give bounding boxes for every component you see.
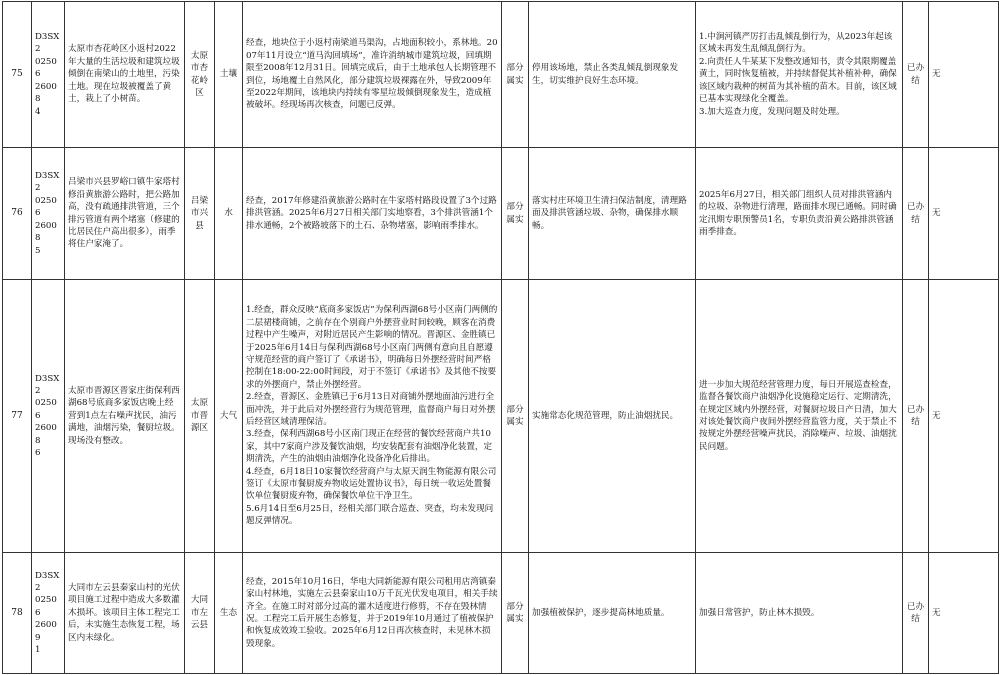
complaint-content: 太原市晋源区晋家庄街保利西湖68号底商多家饭店晚上经营到1点左右噪声扰民，油污满地，油烟污染，餐厨垃圾。现场没有整改。 [65,280,185,553]
table-row [3,148,999,280]
pollution-type: 大气 [215,280,243,553]
rectification-progress: 1.中涧河镇严厉打击乱倾乱倒行为，从2023年起该区域未再发生乱倾乱倒行为。 2.向责任人牛某某下发整改通知书，责令其限期覆盖黄土，同时恢复植被，并持续督促其补植补种，确保该区域内栽种的树苗为其补植的苗木。目前，该区域已基本实现绿化全覆盖。 3.加大巡查力度，发现问题及时处理。 [696,2,903,148]
table-row [3,553,999,674]
verification-verdict: 部分属实 [502,2,529,148]
administrative-region: 吕梁市兴县 [185,148,215,280]
table-row [3,280,999,553]
case-code: D3SX2 02506 26008 6 [32,280,65,553]
rectification-measures: 落实村庄环境卫生清扫保洁制度，清理路面及排洪管涵垃圾、杂物，确保排水顺畅。 [529,148,696,280]
case-code: D3SX2 02506 26009 1 [32,553,65,674]
completion-status: 已办结 [903,148,929,280]
rectification-progress: 加强日常管护，防止林木损毁。 [696,553,903,674]
table-row [3,2,999,148]
complaint-content: 吕梁市兴县罗峪口镇牛家塔村修沿黄旅游公路时，把公路加高，没有疏通排洪管道，三个排污管道有两个堵塞（修建的比居民住户高出很多），雨季将住户家淹了。 [65,148,185,280]
administrative-region: 太原市杏花岭区 [185,2,215,148]
row-number: 75 [3,2,32,148]
investigation-result: 经查，2017年修建沿黄旅游公路时在牛家塔村路段设置了3个过路排洪管涵。2025年6月27日相关部门实地察看，3个排洪管涵1个排水通畅，2个被路坡落下的土石、杂物堵塞，影响雨季排水。 [243,148,502,280]
investigation-result: 1.经查，群众反映“底商多家饭店”为保利西湖68号小区南门两侧的二层裙楼商铺，之前存在个别商户外摆营业时间较晚，顾客在消费过程中产生噪声，对附近居民产生影响的情况。晋源区、金胜镇已于2025年6月14日与保利西湖68号小区南门两侧有意向且自愿遵守规范经营的商户签订了《承诺书》，明确每日外摆经营时间严格控制在18:00-22:00时间段，对于不签订《承诺书》及其他不按要求的外摆商户，禁止外摆经营。 2.经查，晋源区、金胜镇已于6月13日对商铺外摆地面油污进行全面冲洗，并于此后对外摆经营行为规范管理，监督商户每日对外摆后经营区域清理保洁。 3.经查，保利西湖68号小区南门现正在经营的餐饮经营商户共10家，其中7家商户涉及餐饮油烟，均安装配套有油烟净化装置，定期清洗，产生的油烟由油烟净化设备净化后排出。 4.经查，6月18日10家餐饮经营商户与太原天润生物能源有限公司签订《太原市餐厨废弃物收运处置协议书》，每日统一收运处置餐饮单位餐厨废弃物，确保餐饮单位干净卫生。 5.6月14日至6月25日，经相关部门联合巡查、突查，均未发现问题反弹情况。 [243,280,502,553]
row-number: 77 [3,280,32,553]
pollution-type: 土壤 [215,2,243,148]
case-table [2,1,999,674]
rectification-progress: 2025年6月27日，相关部门组织人员对排洪管涵内的垃圾、杂物进行清理，路面排水现已通畅。同时确定汛期专职预警员1名，专职负责沿黄公路排洪管涵雨季排查。 [696,148,903,280]
administrative-region: 太原市晋源区 [185,280,215,553]
accountability: 无 [929,553,999,674]
rectification-measures: 实施常态化规范管理，防止油烟扰民。 [529,280,696,553]
complaint-content: 太原市杏花岭区小返村2022年大量的生活垃圾和建筑垃圾倾倒在南梁山的土地里，污染土地。现在垃圾被覆盖了黄土，栽上了小树苗。 [65,2,185,148]
accountability: 无 [929,280,999,553]
verification-verdict: 部分属实 [502,280,529,553]
pollution-type: 生态 [215,553,243,674]
rectification-measures: 加强植被保护，逐步提高林地质量。 [529,553,696,674]
verification-verdict: 部分属实 [502,553,529,674]
completion-status: 已办结 [903,2,929,148]
completion-status: 已办结 [903,280,929,553]
investigation-result: 经查，地块位于小返村南梁道马渠沟，占地面积较小，系林地。2007年11月设立“道马沟回填场”，准许消纳城市建筑垃圾，回填期限至2008年12月31日。回填完成后，由于土地承包人长期管理不到位，场地覆土自然风化，部分建筑垃圾裸露在外，导致2009年至2022年期间，该地块内持续有零星垃圾倾倒现象发生，造成植被破坏。经现场再次核查，问题已反弹。 [243,2,502,148]
rectification-measures: 停用该场地，禁止各类乱倾乱倒现象发生，切实维护良好生态环境。 [529,2,696,148]
row-number: 78 [3,553,32,674]
pollution-type: 水 [215,148,243,280]
accountability: 无 [929,2,999,148]
investigation-result: 经查，2015年10月16日，华电大同新能源有限公司租用店湾镇秦家山村林地，实施左云县秦家山10万千瓦光伏发电项目，相关手续齐全。在施工时对部分过高的灌木适度进行修剪，不存在毁林情况。工程完工后开展生态修复，并于2019年10月通过了植被保护和恢复成效竣工验收。2025年6月12日再次核查时，未见林木损毁现象。 [243,553,502,674]
complaint-content: 大同市左云县秦家山村的光伏项目施工过程中造成大多数灌木损坏。该项目主体工程完工后，未实施生态恢复工程，场区内未绿化。 [65,553,185,674]
row-number: 76 [3,148,32,280]
rectification-progress: 进一步加大规范经营管理力度，每日开展巡查检查，监督各餐饮商户油烟净化设施稳定运行、定期清洗，在规定区域内外摆经营，对餐厨垃圾日产日清，加大对该处餐饮商户夜间外摆经营监管力度，关于禁止不按规定外摆经营噪声扰民，消除噪声、垃圾、油烟扰民问题。 [696,280,903,553]
case-code: D3SX2 02506 26008 5 [32,148,65,280]
administrative-region: 大同市左云县 [185,553,215,674]
case-code: D3SX2 02506 26008 4 [32,2,65,148]
completion-status: 已办结 [903,553,929,674]
accountability: 无 [929,148,999,280]
verification-verdict: 部分属实 [502,148,529,280]
